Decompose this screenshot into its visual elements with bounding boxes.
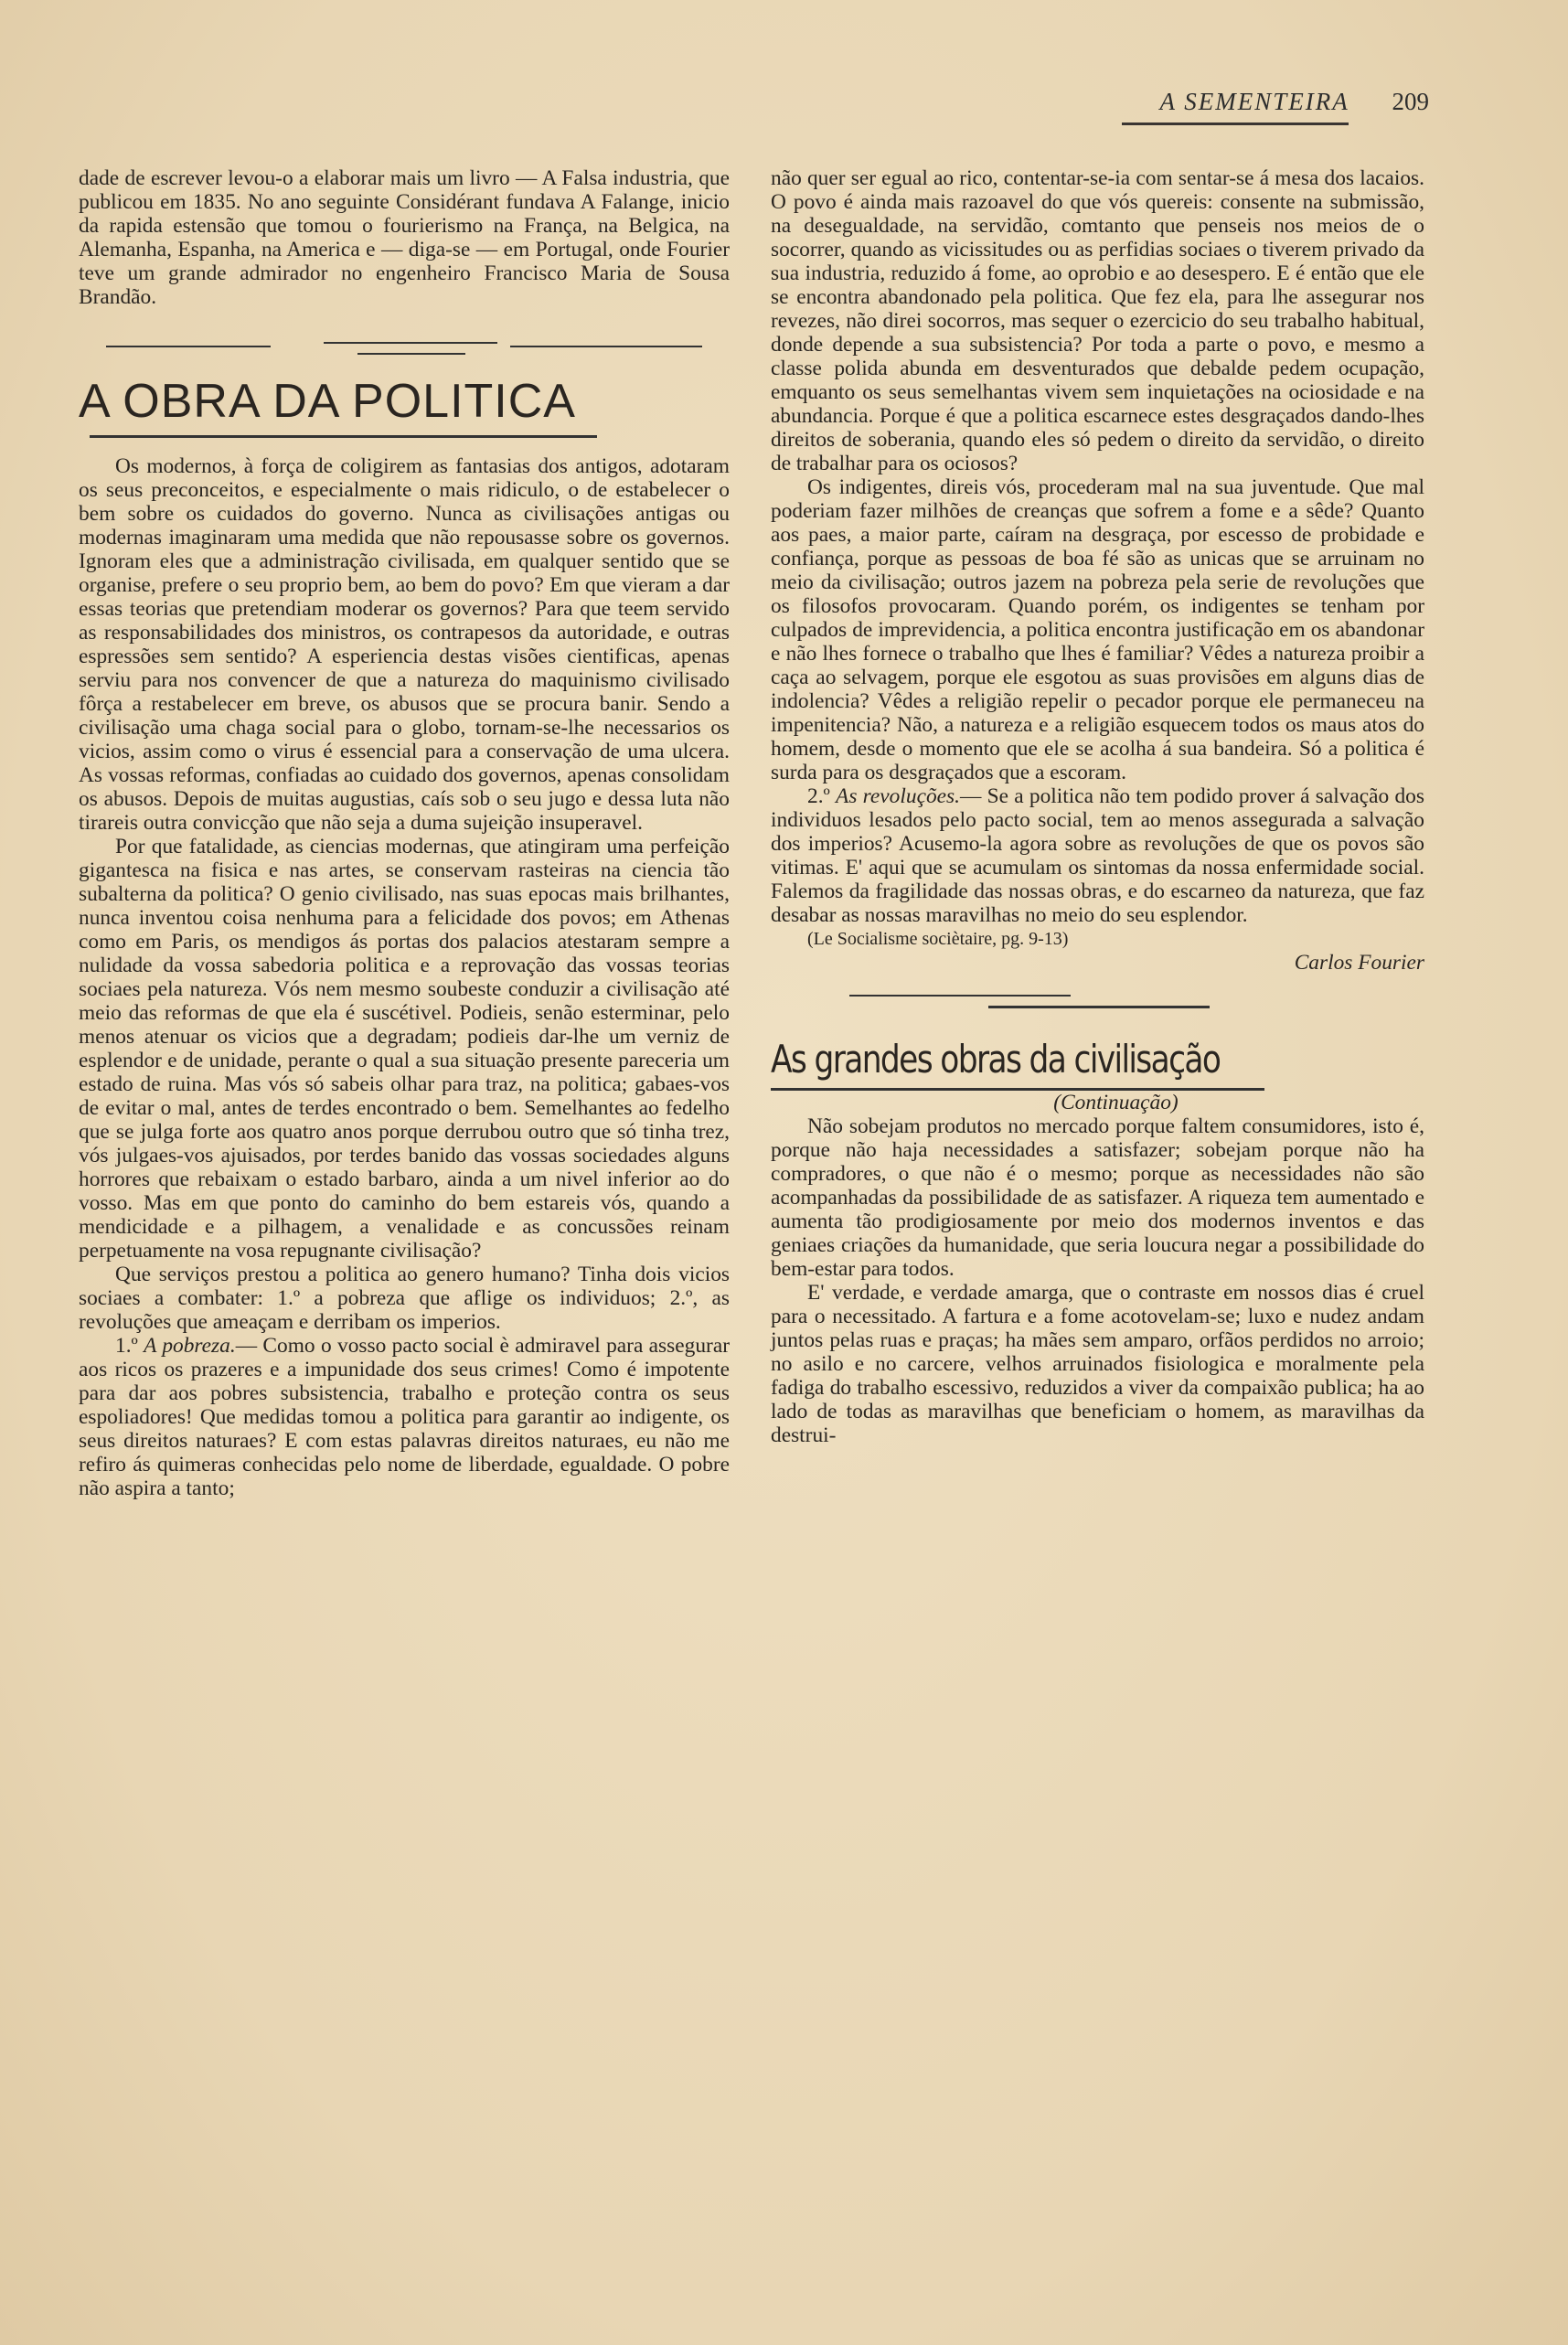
right-column: [771, 166, 1424, 1447]
item-text: — Se a politica não tem podido prover á salvação dos individuos lesados pelo pacto social, tem ao menos assegurada a salvação dos imperios? Acusemo-la agora sobre as revoluções de que os povos são vitimas. E' aqui que se acumulam os sintomas da nossa enfermidade social. Falemos da fragilidade das nossas obras, e do escarneo da natureza, que faz desabar as nossas maravilhas no meio do seu esplendor.: [771, 784, 1424, 927]
item-text: — Como o vosso pacto social è admiravel para assegurar aos ricos os prazeres e a impunidade dos seus crimes! Como é impotente para dar aos pobres subsistencia, trabalho e proteção contra os seus espoliadores! Que medidas tomou a politica para garantir ao indigente, os seus direitos naturaes? E com estas palavras direitos naturaes, eu não me refiro ás quimeras conhecidas pelo nome de liberdade, egualdade. O pobre não aspira a tanto;: [79, 1334, 730, 1500]
paragraph: não quer ser egual ao rico, contentar-se-ia com sentar-se á mesa dos lacaios. O povo é ainda mais razoavel do que vós quereis: consente na submissão, na desegualdade, na servidão, comtanto que penseis nos meios de o socorrer, quando as vicissitudes ou as perfidias sociaes o tiverem privado da sua industria, reduzido á fome, ao oprobio e ao desespero. E é então que ele se encontra abandonado pela politica. Que fez ela, para lhe assegurar nos revezes, não direi socorros, mas sequer o ezercicio do seu trabalho habitual, donde depende a sua subsistencia? Por toda a parte o povo, e mesmo a classe polida abunda em desventurados que debalde pedem ocupação, emquanto os seus semelhantas vivem sem inquietações na ociosidade e na abundancia. Porque é que a politica escarnece estes desgraçados dando-lhes direitos de soberania, quando eles só pedem o direito da servidão, o direito de trabalhar para os ociosos?: [771, 166, 1424, 475]
paragraph: [771, 784, 1424, 927]
paragraph: Os modernos, à força de coligirem as fantasias dos antigos, adotaram os seus preconceitos, e especialmente o mais ridiculo, o de estabelecer o bem sobre os cuidados do governo. Nunca as civilisações antigas ou modernas imaginaram uma medida que não repousasse sobre os governos. Ignoram eles que a administração civilisada, em qualquer sentido que se organise, prefere o seu proprio bem, ao bem do povo? Em que vieram a dar essas teorias que pretendiam moderar os governos? Para que teem servido as responsabilidades dos ministros, os contrapesos da autoridade, e outras espressões sem sentido? A esperiencia destas visões cientificas, apenas serviu para nos convencer de que a natureza do maquinismo civilisado fôrça a restabelecer em breve, os abusos que se procura banir. Sendo a civilisação uma chaga social para o globo, tornam-se-lhe necessarios os vicios, assim como o virus é essencial para a conservação de uma ulcera. As vossas reformas, confiadas ao cuidado dos governos, apenas consolidam os abusos. Depois de muitas augustias, caís sob o seu jugo e dessa luta não tirareis outra convicção que não seja a duma sujeição insuperavel.: [79, 454, 730, 835]
paragraph: Por que fatalidade, as ciencias modernas, que atingiram uma perfeição gigantesca na fisica e nas artes, se conservam rasteiras na ciencia tão subalterna da politica? O genio civilisado, nas suas epocas mais brilhantes, nunca inventou coisa nenhuma para a felicidade dos povos; em Athenas como em Paris, os mendigos ás portas dos palacios atestaram sempre a nulidade da vossa sabedoria politica e a reprovação das vossas teorias sociaes pela natureza. Vós nem mesmo soubeste conduzir a civilisação até meio das reformas de que ela é suscétivel. Podieis, senão esterminar, pelo menos atenuar os vicios que a degradam; podieis dar-lhe um verniz de esplendor e de unidade, perante o qual a sua situação presente pareceria um estado de ruina. Mas vós só sabeis olhar para traz, na politica; gabaes-vos de evitar o mal, antes de terdes encontrado o bem. Semelhantes ao fedelho que se julga forte aos quatro anos porque derrubou outro que só tinha trez, vós julgaes-vos ajuisados, por terdes banido das vossas sociedades alguns horrores que rebaixam o estado barbaro, ainda a um nivel inferior ao do vosso. Mas em que ponto do caminho do bem estareis vós, quando a mendicidade e a pilhagem, a venalidade e as concussões reinam perpetuamente na vosa repugnante civilisação?: [79, 835, 730, 1263]
item-label: 2.º: [807, 784, 830, 808]
section-separator: [79, 329, 730, 357]
page-header: [1160, 88, 1429, 116]
paragraph: Os indigentes, direis vós, procederam mal na sua juventude. Que mal poderiam fazer milhões de creanças que sofrem a fome e a sêde? Quanto aos paes, a maior parte, caíram na desgraça, por escesso de probidade e confiança, porque as pessoas de boa fé são as unicas que se arruinam no meio da civilisação; outros jazem na pobreza pela serie de revoluções que os filosofos provocaram. Quando porém, os indigentes se tenham por culpados de imprevidencia, a politica encontra justificação em os abandonar e não lhes fornece o trabalho que lhes é familiar? Vêdes a natureza proibir a caça ao selvagem, porque ele esgotou as suas provisões em alguns dias de indolencia? Vêdes a religião repelir o pecador porque ele permaneceu na impenitencia? Não, a natureza e a religião esquecem todos os maus atos do homem, desde o momento que ele se acolha á sua bandeira. Só a politica é surda para os desgraçados que a escoram.: [771, 475, 1424, 784]
left-column: [79, 166, 730, 1500]
article-subtitle: (Continuação): [1053, 1091, 1179, 1114]
paragraph: [79, 1334, 730, 1500]
item-emphasis: A pobreza.: [144, 1334, 236, 1358]
publication-name: A SEMENTEIRA: [1159, 88, 1349, 115]
page-number: 209: [1392, 88, 1429, 115]
item-emphasis: As revoluções.: [836, 784, 960, 808]
header-rule: [1122, 123, 1349, 125]
author-signature: Carlos Fourier: [1294, 951, 1424, 975]
item-label: 1.º: [115, 1334, 138, 1358]
paragraph: Não sobejam produtos no mercado porque faltem consumidores, isto é, porque não haja necessidades a satisfazer; sobejam porque não ha compradores, o que não é o mesmo; porque as necessidades não são acompanhadas da possibilidade de as satisfazer. A riqueza tem aumentado e aumenta tão prodigiosamente por meio dos modernos inventos e das geniaes criações da humanidade, que seria loucura negar a possibilidade do bem-estar para todos.: [771, 1114, 1424, 1281]
paragraph: Que serviços prestou a politica ao genero humano? Tinha dois vicios sociaes a combater: 1.º a pobreza que aflige os individuos; 2.º, as revoluções que ameaçam e derribam os imperios.: [79, 1263, 730, 1334]
section-separator: [771, 986, 1424, 1017]
citation: (Le Socialisme sociètaire, pg. 9-13): [807, 929, 1069, 949]
article-title: A OBRA DA POLITICA: [79, 375, 576, 428]
paragraph: E' verdade, e verdade amarga, que o contraste em nossos dias é cruel para o necessitado. A fartura e a fome acotovelam-se; luxo e nudez andam juntos pelas ruas e praças; ha mães sem amparo, orfãos perdidos no arroio; no asilo e no carcere, velhos arruinados fisiologica e moralmente pela fadiga do trabalho escessivo, reduzidos a viver da compaixão publica; ha ao lado de todas as maravilhas que beneficiam o homem, as maravilhas da destrui-: [771, 1281, 1424, 1447]
article-title: As grandes obras da civilisação: [771, 1037, 1221, 1082]
paragraph: dade de escrever levou-o a elaborar mais um livro — A Falsa industria, que publicou em 1835. No ano seguinte Considérant fundava A Falange, inicio da rapida estensão que tomou o fourierismo na França, na Belgica, na Alemanha, Espanha, na America e — diga-se — em Portugal, onde Fourier teve um grande admirador no engenheiro Francisco Maria de Sousa Brandão.: [79, 166, 730, 309]
title-underline: [90, 435, 597, 438]
